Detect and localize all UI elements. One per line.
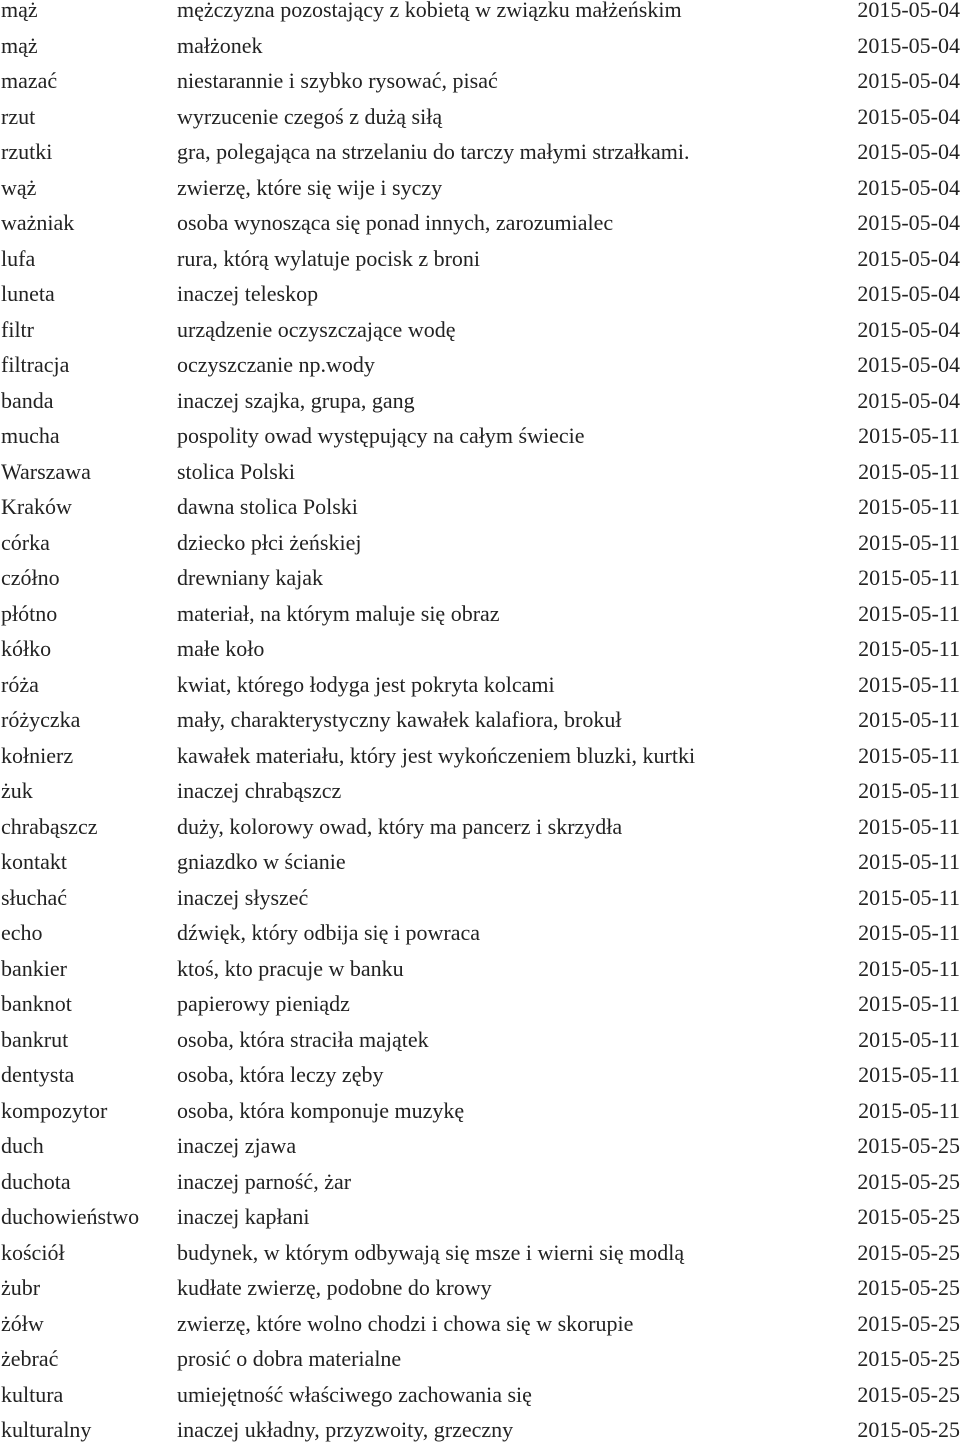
entry-date: 2015-05-25: [857, 1168, 960, 1194]
entry-date: 2015-05-11: [858, 1097, 960, 1123]
entry-word: kołnierz: [1, 742, 74, 768]
entry-word: różyczka: [1, 707, 81, 732]
entry-word: kółko: [1, 636, 52, 661]
entry-date: 2015-05-25: [857, 1239, 960, 1265]
entry-word: banda: [1, 387, 54, 413]
entry-definition: rura, którą wylatuje pocisk z broni: [177, 245, 481, 271]
entry-date: 2015-05-25: [857, 1204, 960, 1229]
entry-date: 2015-05-25: [857, 1381, 960, 1407]
entry-word: żuk: [1, 778, 33, 803]
entry-word: lufa: [1, 245, 36, 271]
entry-definition: inaczej chrabąszcz: [177, 778, 342, 803]
entry-word: wąż: [1, 174, 37, 200]
entry-definition: gniazdko w ścianie: [177, 849, 346, 874]
entry-date: 2015-05-11: [858, 849, 960, 874]
entry-word: żebrać: [1, 1346, 59, 1371]
entry-date: 2015-05-25: [857, 1310, 960, 1336]
entry-definition: zwierzę, które się wije i syczy: [177, 174, 443, 200]
entry-definition: inaczej słyszeć: [177, 884, 309, 910]
entry-definition: gra, polegająca na strzelaniu do tarczy małymi strzałkami.: [177, 139, 690, 164]
entry-definition: osoba, która leczy zęby: [177, 1062, 384, 1087]
list-item: [0, 494, 960, 533]
list-item: [0, 884, 960, 924]
entry-date: 2015-05-11: [858, 884, 960, 910]
entry-definition: umiejętność właściwego zachowania się: [177, 1381, 532, 1407]
entry-date: 2015-05-11: [858, 1026, 960, 1052]
list-item: [0, 707, 960, 746]
entry-word: róża: [1, 671, 39, 697]
entry-word: duchowieństwo: [1, 1204, 140, 1229]
entry-definition: budynek, w którym odbywają się msze i wierni się modlą: [177, 1239, 685, 1265]
list-item: [0, 316, 960, 356]
entry-definition: kudłate zwierzę, podobne do krowy: [177, 1275, 492, 1300]
entry-definition: osoba, która komponuje muzykę: [177, 1097, 465, 1123]
entry-date: 2015-05-11: [858, 920, 960, 945]
entry-word: kościół: [1, 1239, 65, 1265]
entry-word: mazać: [1, 68, 58, 93]
entry-word: kultura: [1, 1381, 64, 1407]
entry-definition: urządzenie oczyszczające wodę: [177, 316, 456, 342]
entry-word: żółw: [1, 1310, 44, 1336]
list-item: [0, 1346, 960, 1385]
entry-word: echo: [1, 920, 43, 945]
entry-date: 2015-05-25: [857, 1346, 960, 1371]
list-item: [0, 600, 960, 640]
entry-word: filtr: [1, 316, 34, 342]
entry-date: 2015-05-04: [857, 316, 960, 342]
entry-date: 2015-05-04: [857, 0, 960, 22]
entry-word: kompozytor: [1, 1097, 108, 1123]
entry-date: 2015-05-11: [858, 600, 960, 626]
list-item: [0, 245, 960, 285]
list-item: [0, 529, 960, 569]
entry-date: 2015-05-11: [858, 813, 960, 839]
entry-definition: osoba wynosząca się ponad innych, zarozumialec: [177, 210, 614, 235]
entry-word: kulturalny: [1, 1417, 92, 1442]
entry-definition: dawna stolica Polski: [177, 494, 358, 519]
entry-definition: inaczej parność, żar: [177, 1168, 352, 1194]
entry-word: bankier: [1, 955, 67, 981]
entry-definition: inaczej teleskop: [177, 281, 319, 306]
entry-word: Kraków: [1, 494, 72, 519]
entry-date: 2015-05-04: [857, 352, 960, 377]
list-item: [0, 458, 960, 498]
entry-date: 2015-05-04: [857, 174, 960, 200]
list-item: [0, 103, 960, 143]
list-item: [0, 1381, 960, 1421]
list-item: [0, 1275, 960, 1314]
entry-definition: prosić o dobra materialne: [177, 1346, 402, 1371]
entry-date: 2015-05-25: [857, 1133, 960, 1158]
entry-word: mąż: [1, 32, 38, 58]
entry-definition: dźwięk, który odbija się i powraca: [177, 920, 481, 945]
list-item: [0, 174, 960, 214]
list-item: [0, 1168, 960, 1208]
list-item: [0, 1026, 960, 1066]
list-item: [0, 1133, 960, 1172]
entry-date: 2015-05-11: [858, 636, 960, 661]
entry-word: luneta: [1, 281, 55, 306]
list-item: [0, 1239, 960, 1279]
entry-date: 2015-05-11: [858, 707, 960, 732]
entry-word: dentysta: [1, 1062, 75, 1087]
entry-definition: pospolity owad występujący na całym świecie: [177, 423, 585, 448]
entry-word: ważniak: [1, 210, 75, 235]
entry-definition: małe koło: [177, 636, 265, 661]
list-item: [0, 68, 960, 107]
entry-word: czółno: [1, 565, 60, 590]
entry-definition: materiał, na którym maluje się obraz: [177, 600, 500, 626]
entry-definition: osoba, która straciła majątek: [177, 1026, 429, 1052]
list-item: [0, 352, 960, 391]
entry-date: 2015-05-04: [857, 68, 960, 93]
entry-word: żubr: [1, 1275, 41, 1300]
list-item: [0, 636, 960, 675]
entry-date: 2015-05-11: [858, 742, 960, 768]
entry-date: 2015-05-11: [858, 778, 960, 803]
entry-word: rzut: [1, 103, 36, 129]
entry-definition: duży, kolorowy owad, który ma pancerz i skrzydła: [177, 813, 623, 839]
list-item: [0, 139, 960, 178]
list-item: [0, 778, 960, 817]
list-item: [0, 813, 960, 853]
entry-word: filtracja: [1, 352, 70, 377]
entry-definition: ktoś, kto pracuje w banku: [177, 955, 404, 981]
entry-date: 2015-05-04: [857, 245, 960, 271]
list-item: [0, 1097, 960, 1137]
entry-definition: oczyszczanie np.wody: [177, 352, 375, 377]
list-item: [0, 671, 960, 711]
entry-date: 2015-05-04: [857, 139, 960, 164]
entry-definition: inaczej układny, przyzwoity, grzeczny: [177, 1417, 514, 1442]
list-item: [0, 210, 960, 249]
entry-date: 2015-05-04: [857, 387, 960, 413]
list-item: [0, 1062, 960, 1101]
entry-date: 2015-05-04: [857, 281, 960, 306]
entry-word: banknot: [1, 991, 72, 1016]
entry-definition: zwierzę, które wolno chodzi i chowa się w skorupie: [177, 1310, 634, 1336]
entry-date: 2015-05-11: [858, 1062, 960, 1087]
entry-date: 2015-05-25: [857, 1417, 960, 1442]
entry-definition: kwiat, którego łodyga jest pokryta kolcami: [177, 671, 555, 697]
entry-definition: kawałek materiału, który jest wykończeniem bluzki, kurtki: [177, 742, 696, 768]
list-item: [0, 565, 960, 604]
entry-word: płótno: [1, 600, 58, 626]
entry-definition: drewniany kajak: [177, 565, 323, 590]
entry-date: 2015-05-11: [858, 991, 960, 1016]
list-item: [0, 1417, 960, 1456]
entry-date: 2015-05-11: [858, 423, 960, 448]
entry-word: duchota: [1, 1168, 71, 1194]
entry-word: duch: [1, 1133, 44, 1158]
entry-date: 2015-05-04: [857, 103, 960, 129]
entry-word: słuchać: [1, 884, 67, 910]
entry-definition: wyrzucenie czegoś z dużą siłą: [177, 103, 443, 129]
list-item: [0, 955, 960, 995]
list-item: [0, 742, 960, 782]
entry-word: kontakt: [1, 849, 67, 874]
entry-date: 2015-05-04: [857, 32, 960, 58]
list-item: [0, 387, 960, 427]
entry-date: 2015-05-11: [858, 565, 960, 590]
list-item: [0, 991, 960, 1030]
entry-definition: papierowy pieniądz: [177, 991, 350, 1016]
list-item: [0, 920, 960, 959]
list-item: [0, 281, 960, 320]
entry-date: 2015-05-11: [858, 529, 960, 555]
entry-word: mucha: [1, 423, 60, 448]
entry-word: rzutki: [1, 139, 53, 164]
entry-definition: stolica Polski: [177, 458, 295, 484]
entry-definition: niestarannie i szybko rysować, pisać: [177, 68, 498, 93]
entry-definition: inaczej kapłani: [177, 1204, 310, 1229]
entry-word: bankrut: [1, 1026, 69, 1052]
entry-date: 2015-05-11: [858, 955, 960, 981]
entry-definition: inaczej szajka, grupa, gang: [177, 387, 415, 413]
entry-date: 2015-05-25: [857, 1275, 960, 1300]
entry-definition: małżonek: [177, 32, 263, 58]
entry-word: córka: [1, 529, 50, 555]
list-item: [0, 0, 960, 36]
entry-date: 2015-05-11: [858, 458, 960, 484]
entry-definition: mężczyzna pozostający z kobietą w związku małżeńskim: [177, 0, 682, 22]
entry-definition: mały, charakterystyczny kawałek kalafiora, brokuł: [177, 707, 622, 732]
entry-date: 2015-05-11: [858, 671, 960, 697]
entry-word: mąż: [1, 0, 38, 22]
list-item: [0, 32, 960, 72]
list-item: [0, 1310, 960, 1350]
entry-date: 2015-05-04: [857, 210, 960, 235]
entry-word: Warszawa: [1, 458, 91, 484]
entry-date: 2015-05-11: [858, 494, 960, 519]
entry-definition: inaczej zjawa: [177, 1133, 297, 1158]
list-item: [0, 1204, 960, 1243]
entry-definition: dziecko płci żeńskiej: [177, 529, 362, 555]
list-item: [0, 423, 960, 462]
entry-word: chrabąszcz: [1, 813, 98, 839]
list-item: [0, 849, 960, 888]
